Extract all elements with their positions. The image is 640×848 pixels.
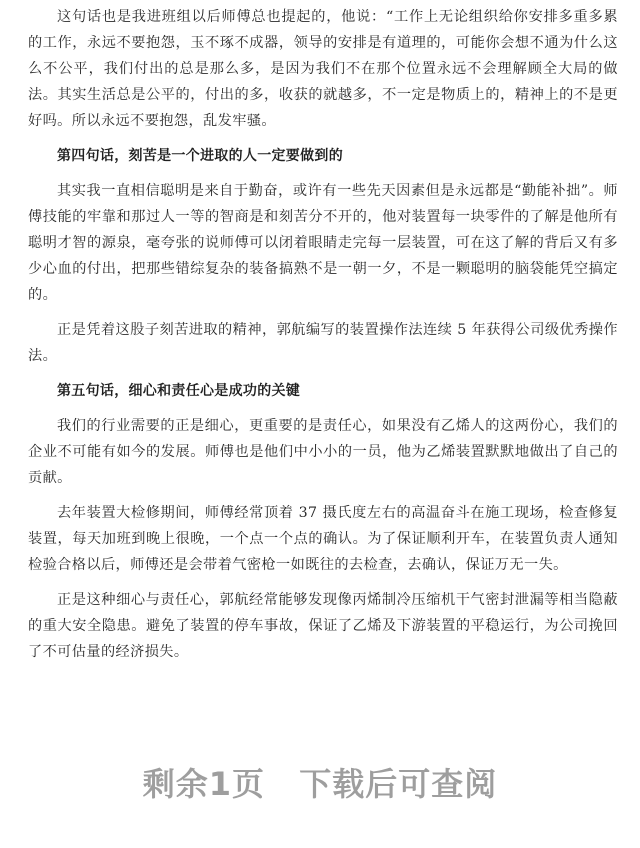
- download-prompt-banner[interactable]: [0, 760, 640, 808]
- section-heading-4: 第四句话，刻苦是一个进取的人一定要做到的: [57, 148, 343, 164]
- document-body: [28, 4, 618, 665]
- paragraph-4: 我们的行业需要的正是细心，更重要的是责任心，如果没有乙烯人的这两份心，我们的企业不可能有如今的发展。师傅也是他们中小小的一员，他为乙烯装置默默地做出了自己的贡献。: [28, 418, 618, 486]
- paragraph-6: 正是这种细心与责任心，郭航经常能够发现像丙烯制冷压缩机干气密封泄漏等相当隐蔽的重大安全隐患。避免了装置的停车事故，保证了乙烯及下游装置的平稳运行，为公司挽回了不可估量的经济损失。: [28, 592, 618, 660]
- paragraph-5: 去年装置大检修期间，师傅经常顶着 37 摄氏度左右的高温奋斗在施工现场，检查修复装置，每天加班到晚上很晚，一个点一个点的确认。为了保证顺利开车，在装置负责人通知检验合格以后，师傅还是会带着气密枪一如既往的去检查，去确认，保证万无一失。: [28, 505, 618, 573]
- download-to-view-label: 下载后可查阅: [299, 765, 498, 803]
- paragraph-3: 正是凭着这股子刻苦进取的精神，郭航编写的装置操作法连续 5 年获得公司级优秀操作法。: [28, 322, 618, 364]
- remaining-pages-label: 剩余1页: [142, 765, 266, 803]
- paragraph-1: 这句话也是我进班组以后师傅总也提起的，他说：“工作上无论组织给你安排多重多累的工作，永远不要抱怨，玉不琢不成器，领导的安排是有道理的，可能你会想不通为什么这么不公平，我们付出的总是那么多，是因为我们不在那个位置永远不会理解顾全大局的做法。其实生活总是公平的，付出的多，收获的就越多，不一定是物质上的，精神上的不是更好吗。所以永远不要抱怨，乱发牢骚。: [28, 9, 618, 129]
- section-heading-5: 第五句话，细心和责任心是成功的关键: [57, 383, 301, 399]
- paragraph-2: 其实我一直相信聪明是来自于勤奋，或许有一些先天因素但是永远都是“勤能补拙”。师傅技能的牢靠和那过人一等的智商是和刻苦分不开的，他对装置每一块零件的了解是他所有聪明才智的源泉，毫夸张的说师傅可以闭着眼睛走完每一层装置，可在这了解的背后又有多少心血的付出，把那些错综复杂的装备搞熟不是一朝一夕，不是一颗聪明的脑袋能凭空搞定的。: [28, 183, 618, 303]
